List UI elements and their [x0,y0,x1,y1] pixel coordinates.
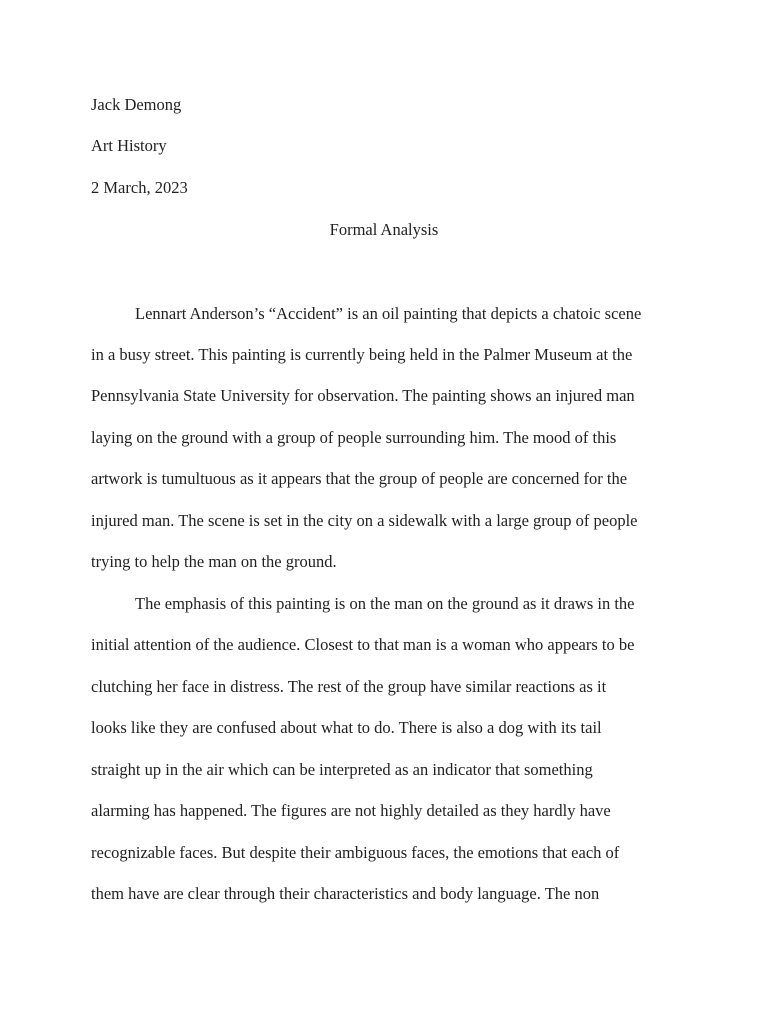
paragraph-line: looks like they are confused about what to do. There is also a dog with its tail [91,718,602,737]
paragraph-line: in a busy street. This painting is currently being held in the Palmer Museum at the [91,345,633,364]
paragraph-line: The emphasis of this painting is on the man on the ground as it draws in the [135,594,635,613]
paragraph-line: alarming has happened. The figures are not highly detailed as they hardly have [91,801,611,820]
paragraph-line: clutching her face in distress. The rest of the group have similar reactions as it [91,677,607,696]
paragraph-line: laying on the ground with a group of people surrounding him. The mood of this [91,428,617,447]
paragraph-line: Pennsylvania State University for observation. The painting shows an injured man [91,386,635,405]
paragraph-line: Lennart Anderson’s “Accident” is an oil painting that depicts a chatoic scene [135,304,642,323]
paragraph-line: initial attention of the audience. Closest to that man is a woman who appears to be [91,635,635,654]
paragraph-line: straight up in the air which can be interpreted as an indicator that something [91,760,593,779]
document-title: Formal Analysis [329,220,439,239]
paragraph-line: injured man. The scene is set in the city on a sidewalk with a large group of people [91,511,638,530]
document-date: 2 March, 2023 [91,178,188,197]
author-name: Jack Demong [91,95,182,114]
paragraph-line: artwork is tumultuous as it appears that the group of people are concerned for the [91,469,628,488]
paragraph-line: recognizable faces. But despite their ambiguous faces, the emotions that each of [91,843,620,862]
paragraph-line: trying to help the man on the ground. [91,552,337,571]
paragraph-line: them have are clear through their characteristics and body language. The non [91,884,600,903]
course-name: Art History [91,136,167,155]
